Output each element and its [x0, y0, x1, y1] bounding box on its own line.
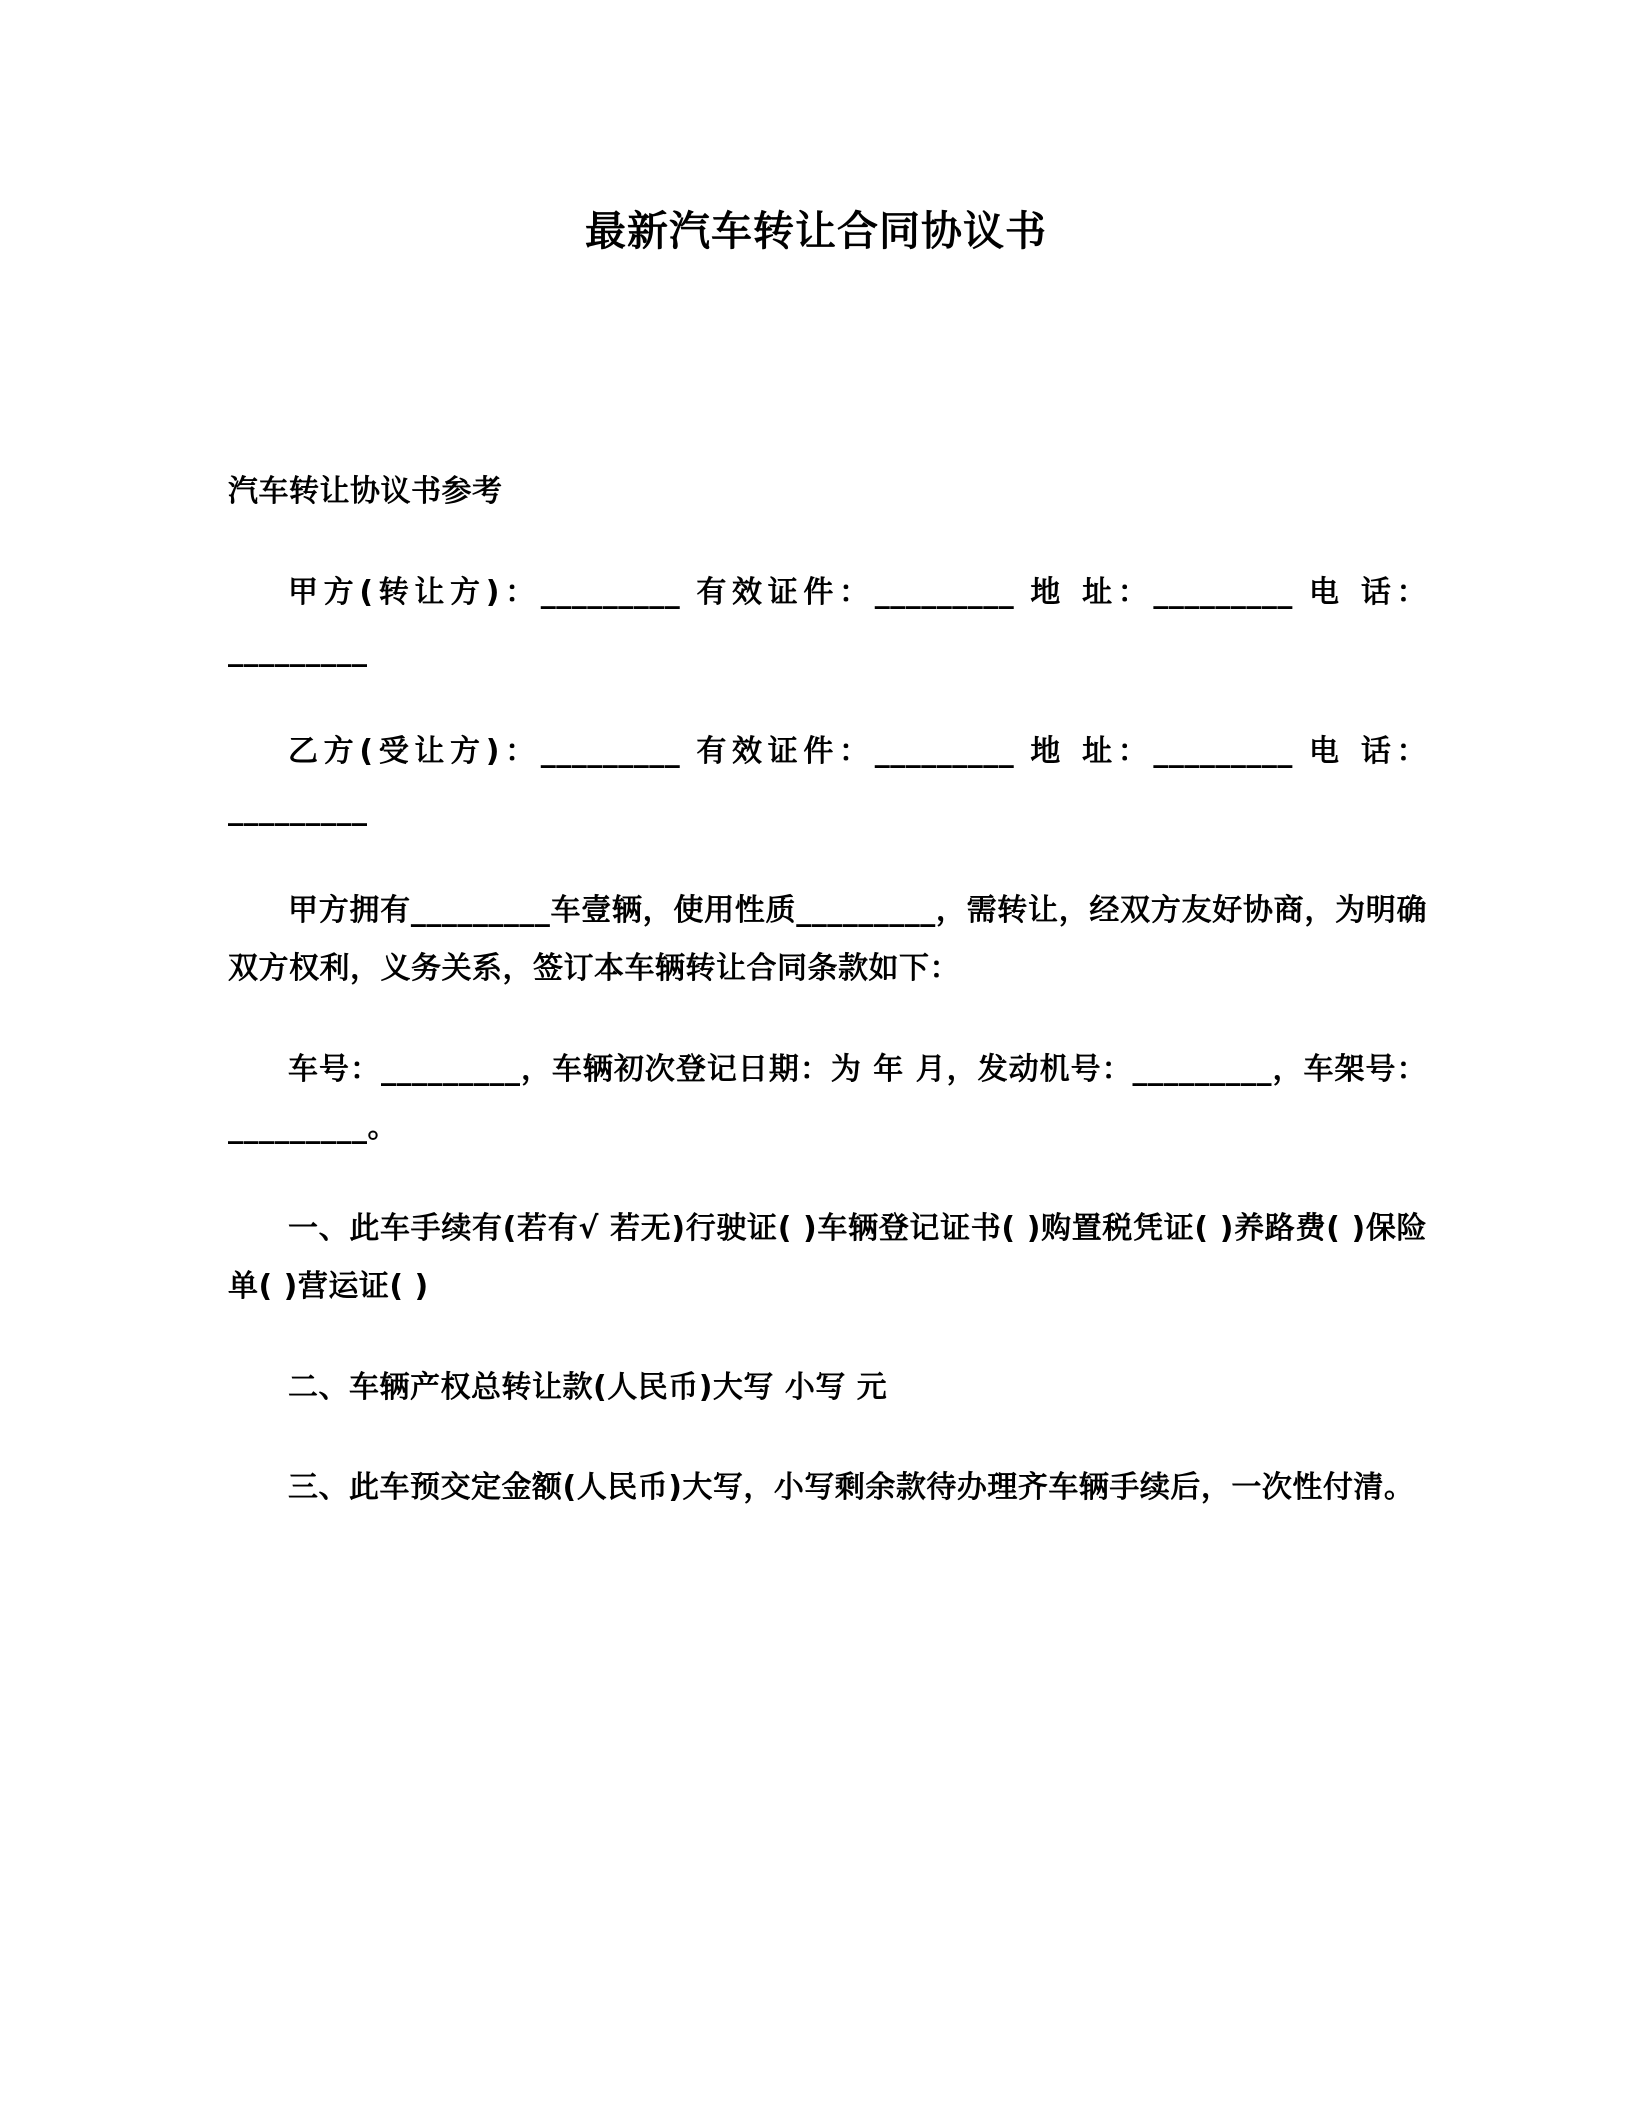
paragraph-clause-one: 一、此车手续有(若有√ 若无)行驶证( )车辆登记证书( )购置税凭证( )养路费( )保险单( )营运证( ) — [228, 1210, 1427, 1305]
paragraph-party-b: 乙方(受让方)：_________ 有效证件：_________ 地 址：_________ 电 话：_________ — [228, 733, 1427, 828]
paragraph-clause-two: 二、车辆产权总转让款(人民币)大写 小写 元 — [288, 1369, 888, 1405]
paragraph-party-a: 甲方(转让方)：_________ 有效证件：_________ 地 址：_________ 电 话：_________ — [228, 574, 1427, 669]
page-title: 最新汽车转让合同协议书 — [585, 207, 1047, 255]
paragraph-preamble: 甲方拥有_________车壹辆，使用性质_________，需转让，经双方友好协商，为明确双方权利，义务关系，签订本车辆转让合同条款如下： — [228, 892, 1427, 987]
paragraph-intro: 汽车转让协议书参考 — [228, 474, 503, 510]
document-body — [0, 463, 1632, 1518]
paragraph-vehicle-info: 车号：_________，车辆初次登记日期：为 年 月，发动机号：_________，车架号：_________。 — [228, 1051, 1427, 1146]
paragraph-clause-three: 三、此车预交定金额(人民币)大写，小写剩余款待办理齐车辆手续后，一次性付清。 — [288, 1470, 1415, 1506]
